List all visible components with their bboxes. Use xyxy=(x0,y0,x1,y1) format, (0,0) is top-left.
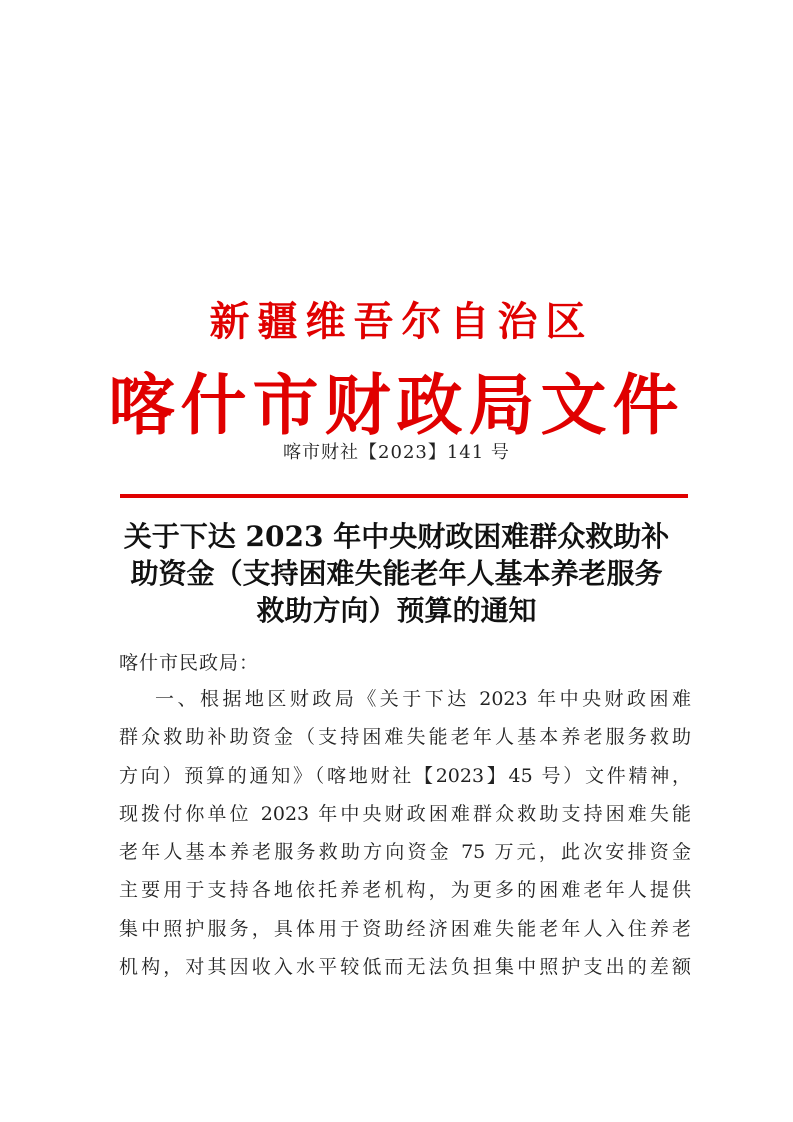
body-line: 集中照护服务，具体用于资助经济困难失能老年人入住养老 xyxy=(119,917,691,940)
body-line: 一、根据地区财政局《关于下达 2023 年中央财政困难 xyxy=(155,688,691,710)
header-issuer: 喀什市财政局文件 xyxy=(108,367,685,444)
body-line: 现拨付你单位 2023 年中央财政困难群众救助支持困难失能 xyxy=(119,802,691,825)
body-line: 方向）预算的通知》（喀地财社【2023】45 号）文件精神， xyxy=(119,764,691,787)
body-line: 群众救助补助资金（支持困难失能老年人基本养老服务救助 xyxy=(119,726,691,749)
body-line: 机构，对其因收入水平较低而无法负担集中照护支出的差额 xyxy=(119,956,691,979)
title-line: 救助方向）预算的通知 xyxy=(256,594,537,627)
document-title xyxy=(110,518,683,629)
header-region: 新疆维吾尔自治区 xyxy=(209,299,594,345)
title-line: 助资金（支持困难失能老年人基本养老服务 xyxy=(130,557,663,590)
body-paragraph xyxy=(119,680,691,986)
title-line: 关于下达 2023 年中央财政困难群众救助补 xyxy=(123,520,670,553)
document-number: 喀市财社【2023】141 号 xyxy=(283,442,510,463)
red-separator-line xyxy=(120,494,688,498)
addressee: 喀什市民政局： xyxy=(119,652,260,674)
body-line: 老年人基本养老服务救助方向资金 75 万元，此次安排资金 xyxy=(119,841,691,864)
body-line: 主要用于支持各地依托养老机构，为更多的困难老年人提供 xyxy=(119,879,691,902)
